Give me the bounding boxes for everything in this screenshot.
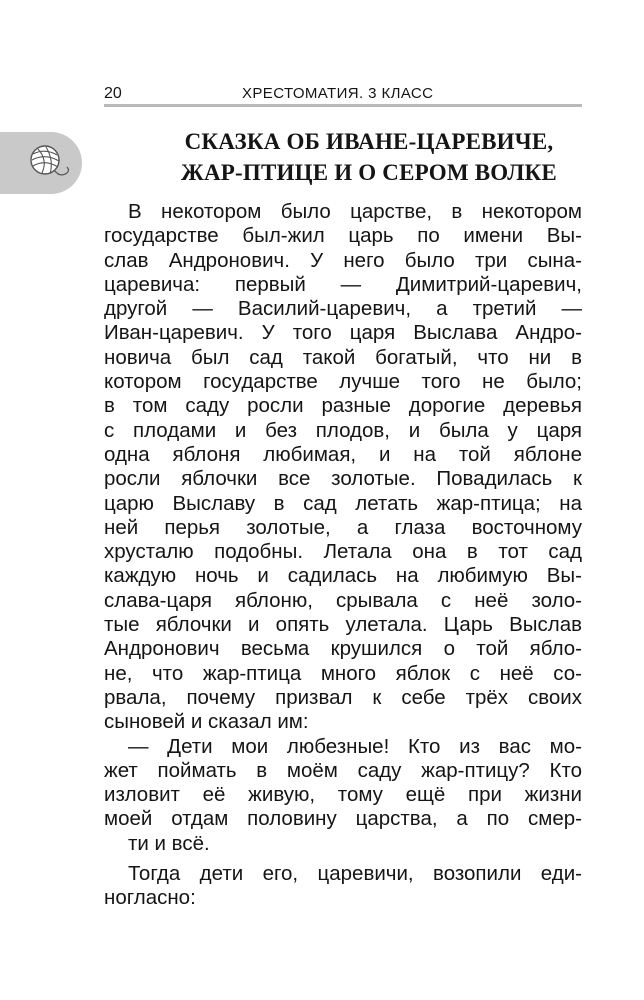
- title-line-2: ЖАР-ПТИЦЕ И О СЕРОМ ВОЛКЕ: [181, 160, 557, 185]
- text-line: Андронович весьма крушился о той ябло-: [104, 637, 582, 661]
- text-line: государстве был-жил царь по имени Вы-: [104, 224, 582, 248]
- text-line: слав Андронович. У него было три сына-: [104, 248, 582, 272]
- text-line: царю Выславу в сад летать жар-птица; на: [104, 491, 582, 515]
- text-line: росли яблочки все золотые. Повадилась к: [104, 467, 582, 491]
- text-line: тые яблочки и опять улетала. Царь Выслав: [104, 613, 582, 637]
- text-line: с плодами и без плодов, и была у царя: [104, 418, 582, 442]
- text-line: другой — Василий-царевич, а третий —: [104, 297, 582, 321]
- yarn-ball-icon: [24, 140, 70, 186]
- text-line: новича был сад такой богатый, что ни в: [104, 345, 582, 369]
- text-line: рвала, почему призвал к себе трёх своих: [104, 685, 582, 709]
- running-head: ХРЕСТОМАТИЯ. 3 КЛАСС: [242, 85, 434, 102]
- text-line: сыновей и сказал им:: [104, 710, 309, 734]
- text-line: В некотором было царстве, в некотором: [128, 200, 582, 223]
- text-line: жет поймать в моём саду жар-птицу? Кто: [104, 758, 582, 782]
- story-title: [130, 126, 608, 188]
- text-line: изловит её живую, тому ещё при жизни: [104, 783, 582, 807]
- text-line: ногласно:: [104, 886, 196, 910]
- story-text: [104, 200, 582, 911]
- text-line: слава-царя яблоню, срывала с неё золо-: [104, 588, 582, 612]
- page-number: 20: [104, 85, 122, 102]
- text-line: — Дети мои любезные! Кто из вас мо-: [128, 734, 582, 758]
- text-line: в том саду росли разные дорогие деревья: [104, 394, 582, 418]
- text-line: хрусталю подобны. Летала она в тот сад: [104, 540, 582, 564]
- header-rule: [104, 104, 582, 107]
- title-line-1: СКАЗКА ОБ ИВАНЕ-ЦАРЕВИЧЕ,: [184, 129, 554, 154]
- text-line: ти и всё.: [128, 831, 210, 855]
- text-line: котором государстве лучше того не было;: [104, 370, 582, 394]
- text-line: Иван-царевич. У того царя Выслава Андро-: [104, 321, 582, 345]
- text-line: моей отдам половину царства, а по смер-: [104, 807, 582, 831]
- text-line: ней перья золотые, а глаза восточному: [104, 515, 582, 539]
- text-line: одна яблоня любимая, и на той яблоне: [104, 442, 582, 466]
- text-line: царевича: первый — Димитрий-царевич,: [104, 272, 582, 296]
- page-header: [104, 84, 580, 106]
- section-tab: [0, 132, 82, 194]
- text-line: не, что жар-птица много яблок с неё со-: [104, 661, 582, 685]
- text-line: Тогда дети его, царевичи, возопили еди-: [128, 862, 582, 886]
- text-line: каждую ночь и садилась на любимую Вы-: [104, 564, 582, 588]
